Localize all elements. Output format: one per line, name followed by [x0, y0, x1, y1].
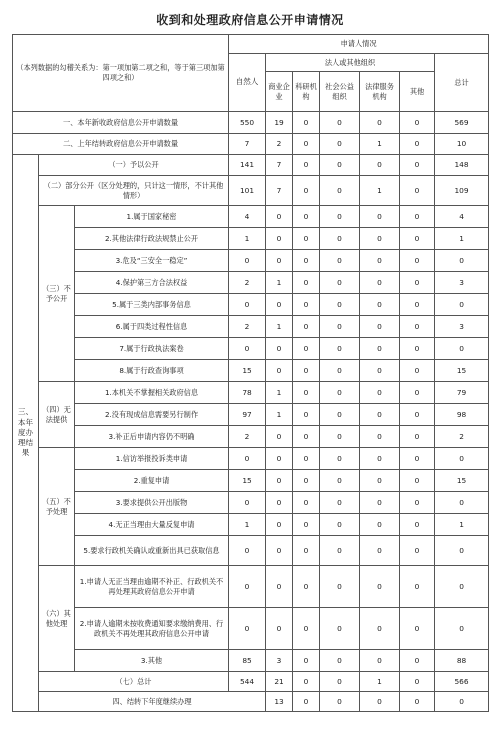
- table-row: [13, 134, 489, 155]
- value-natural-person: 0: [229, 536, 266, 566]
- value-other: 0: [400, 426, 435, 448]
- table-row: [13, 176, 489, 206]
- value-other: 0: [435, 692, 489, 712]
- value-total: 0: [435, 338, 489, 360]
- header-applicant: 申请人情况: [229, 35, 489, 54]
- value-other: 0: [400, 382, 435, 404]
- value-public-welfare: 0: [320, 176, 360, 206]
- value-business: 0: [266, 566, 293, 608]
- header-col-legal-service: 法律服务机构: [360, 72, 400, 112]
- value-natural-person: 101: [229, 176, 266, 206]
- value-legal-service: 0: [360, 470, 400, 492]
- value-research: 0: [293, 250, 320, 272]
- value-research: 0: [293, 426, 320, 448]
- value-natural-person: 0: [229, 338, 266, 360]
- value-natural-person: 141: [229, 155, 266, 176]
- table-row: [13, 382, 489, 404]
- value-total: 566: [435, 672, 489, 692]
- table-row: [13, 566, 489, 608]
- value-total: 109: [435, 176, 489, 206]
- value-public-welfare: 0: [320, 492, 360, 514]
- value-business: 0: [293, 692, 320, 712]
- value-natural-person: 1: [229, 514, 266, 536]
- value-legal-service: 0: [360, 448, 400, 470]
- table-row: [13, 250, 489, 272]
- value-research: 0: [293, 650, 320, 672]
- value-business: 0: [266, 426, 293, 448]
- group-3-label: （三）不予公开: [39, 206, 75, 382]
- value-other: 0: [400, 338, 435, 360]
- value-total: 79: [435, 382, 489, 404]
- row-label: 5.属于三类内部事务信息: [75, 294, 229, 316]
- group-6-label: （六）其他处理: [39, 566, 75, 672]
- value-legal-service: 0: [360, 650, 400, 672]
- value-legal-service: 0: [360, 536, 400, 566]
- value-other: 0: [400, 272, 435, 294]
- value-legal-service: 0: [360, 426, 400, 448]
- value-legal-service: 0: [360, 112, 400, 134]
- value-public-welfare: 0: [320, 448, 360, 470]
- table-row: [13, 672, 489, 692]
- value-public-welfare: 0: [320, 134, 360, 155]
- table-row: [13, 492, 489, 514]
- value-natural-person: 544: [229, 672, 266, 692]
- value-other: 0: [400, 672, 435, 692]
- value-research: 0: [293, 404, 320, 426]
- value-public-welfare: 0: [320, 566, 360, 608]
- value-other: 0: [400, 134, 435, 155]
- value-business: 0: [266, 608, 293, 650]
- row-label: （七）总计: [39, 672, 229, 692]
- value-total: 0: [435, 250, 489, 272]
- row-label: 2.其他法律行政法规禁止公开: [75, 228, 229, 250]
- table-row: [13, 514, 489, 536]
- row-label: 一、本年新收政府信息公开申请数量: [13, 112, 229, 134]
- value-business: 0: [266, 206, 293, 228]
- value-research: 0: [293, 360, 320, 382]
- value-legal-service: 0: [360, 404, 400, 426]
- value-business: 19: [266, 112, 293, 134]
- value-research: 0: [293, 566, 320, 608]
- row-label: （一）予以公开: [39, 155, 229, 176]
- value-other: 0: [400, 650, 435, 672]
- table-row: [13, 294, 489, 316]
- row-label: 二、上年结转政府信息公开申请数量: [13, 134, 229, 155]
- header-org: 法人或其他组织: [266, 54, 435, 72]
- value-other: 0: [400, 470, 435, 492]
- value-business: 1: [266, 316, 293, 338]
- value-research: 0: [293, 672, 320, 692]
- header-col-research: 科研机构: [293, 72, 320, 112]
- value-legal-service: 0: [360, 294, 400, 316]
- value-research: 0: [293, 272, 320, 294]
- value-business: 0: [266, 250, 293, 272]
- value-total: 15: [435, 470, 489, 492]
- value-total: 569: [435, 112, 489, 134]
- value-business: 2: [266, 134, 293, 155]
- value-natural-person: 78: [229, 382, 266, 404]
- value-total: 3: [435, 272, 489, 294]
- value-legal-service: 1: [360, 134, 400, 155]
- table-row: [13, 338, 489, 360]
- value-total: 2: [435, 426, 489, 448]
- value-total: 0: [435, 536, 489, 566]
- value-public-welfare: 0: [320, 426, 360, 448]
- value-other: 0: [400, 155, 435, 176]
- value-total: 0: [435, 294, 489, 316]
- value-public-welfare: 0: [320, 112, 360, 134]
- value-other: 0: [400, 404, 435, 426]
- value-other: 0: [400, 176, 435, 206]
- value-research: 0: [293, 155, 320, 176]
- value-research: 0: [293, 294, 320, 316]
- value-business: 0: [266, 470, 293, 492]
- value-total: 0: [435, 492, 489, 514]
- value-natural-person: 4: [229, 206, 266, 228]
- value-public-welfare: 0: [320, 250, 360, 272]
- value-research: 0: [293, 492, 320, 514]
- value-business: 0: [266, 360, 293, 382]
- table-row: [13, 228, 489, 250]
- table-row: [13, 608, 489, 650]
- value-public-welfare: 0: [320, 650, 360, 672]
- row-label: 2.没有现成信息需要另行制作: [75, 404, 229, 426]
- group-4-label: （四）无法提供: [39, 382, 75, 448]
- header-note: （本列数据的勾稽关系为：第一项加第二项之和，等于第三项加第四项之和）: [13, 35, 229, 112]
- row-label: （二）部分公开（区分处理的，只计这一情形，不计其他情形）: [39, 176, 229, 206]
- row-label: 5.要求行政机关确认或重新出具已获取信息: [75, 536, 229, 566]
- value-natural-person: 13: [266, 692, 293, 712]
- value-business: 0: [266, 294, 293, 316]
- value-other: 0: [400, 112, 435, 134]
- value-natural-person: 2: [229, 272, 266, 294]
- row-label: 1.信访举报投诉类申请: [75, 448, 229, 470]
- table-row: [13, 316, 489, 338]
- value-other: 0: [400, 514, 435, 536]
- header-col-business: 商业企业: [266, 72, 293, 112]
- value-total: 10: [435, 134, 489, 155]
- value-research: 0: [320, 692, 360, 712]
- value-natural-person: 0: [229, 608, 266, 650]
- row-label: 1.属于国家秘密: [75, 206, 229, 228]
- row-label: 1.本机关不掌握相关政府信息: [75, 382, 229, 404]
- value-total: 98: [435, 404, 489, 426]
- value-business: 21: [266, 672, 293, 692]
- value-business: 0: [266, 338, 293, 360]
- value-other: 0: [400, 360, 435, 382]
- group-5-label: （五）不予处理: [39, 448, 75, 566]
- table-row: [13, 448, 489, 470]
- value-other: 0: [400, 448, 435, 470]
- value-business: 0: [266, 228, 293, 250]
- value-public-welfare: 0: [320, 536, 360, 566]
- row-label: 2.申请人逾期未按收费通知要求缴纳费用、行政机关不再处理其政府信息公开申请: [75, 608, 229, 650]
- value-business: 1: [266, 272, 293, 294]
- value-business: 7: [266, 176, 293, 206]
- header-col-other: 其他: [400, 72, 435, 112]
- value-public-welfare: 0: [360, 692, 400, 712]
- value-total: 0: [435, 566, 489, 608]
- row-label: 8.属于行政查询事项: [75, 360, 229, 382]
- value-natural-person: 7: [229, 134, 266, 155]
- value-legal-service: 1: [360, 176, 400, 206]
- value-research: 0: [293, 206, 320, 228]
- value-business: 1: [266, 404, 293, 426]
- value-legal-service: 0: [360, 272, 400, 294]
- value-public-welfare: 0: [320, 382, 360, 404]
- row-label: 4.无正当理由大量反复申请: [75, 514, 229, 536]
- value-other: 0: [400, 206, 435, 228]
- value-research: 0: [293, 176, 320, 206]
- table-row: [13, 404, 489, 426]
- value-legal-service: 0: [360, 155, 400, 176]
- value-public-welfare: 0: [320, 360, 360, 382]
- table-row: [13, 470, 489, 492]
- value-other: 0: [400, 536, 435, 566]
- row-label: 3.补正后申请内容仍不明确: [75, 426, 229, 448]
- value-legal-service: 0: [360, 514, 400, 536]
- table-row: [13, 272, 489, 294]
- value-business: 7: [266, 155, 293, 176]
- value-business: 3: [266, 650, 293, 672]
- value-total: 1: [435, 514, 489, 536]
- value-public-welfare: 0: [320, 470, 360, 492]
- value-public-welfare: 0: [320, 272, 360, 294]
- row-label: 3.要求提供公开出版物: [75, 492, 229, 514]
- table-title: 收到和处理政府信息公开申请情况: [156, 13, 344, 27]
- value-research: 0: [293, 536, 320, 566]
- value-research: 0: [293, 228, 320, 250]
- value-total: 148: [435, 155, 489, 176]
- value-other: 0: [400, 492, 435, 514]
- value-natural-person: 0: [229, 566, 266, 608]
- value-natural-person: 0: [229, 492, 266, 514]
- table-row: [13, 426, 489, 448]
- value-natural-person: 550: [229, 112, 266, 134]
- value-natural-person: 15: [229, 360, 266, 382]
- value-legal-service: 0: [360, 382, 400, 404]
- row-label: 7.属于行政执法案卷: [75, 338, 229, 360]
- value-natural-person: 0: [229, 294, 266, 316]
- value-public-welfare: 0: [320, 514, 360, 536]
- value-total: 0: [435, 448, 489, 470]
- row-label: 3.其他: [75, 650, 229, 672]
- section-3-label: 三、本年度办理结果: [13, 155, 39, 712]
- header-natural-person: 自然人: [229, 54, 266, 112]
- value-public-welfare: 0: [320, 404, 360, 426]
- row-label: 四、结转下年度继续办理: [39, 692, 266, 712]
- value-total: 3: [435, 316, 489, 338]
- value-business: 0: [266, 514, 293, 536]
- value-other: 0: [400, 294, 435, 316]
- value-legal-service: 0: [360, 492, 400, 514]
- value-legal-service: 0: [360, 316, 400, 338]
- value-public-welfare: 0: [320, 294, 360, 316]
- table-row: [13, 692, 489, 712]
- value-public-welfare: 0: [320, 228, 360, 250]
- table-row: [13, 112, 489, 134]
- value-research: 0: [293, 112, 320, 134]
- value-legal-service: 0: [400, 692, 435, 712]
- table-row: [13, 536, 489, 566]
- value-other: 0: [400, 228, 435, 250]
- value-other: 0: [400, 608, 435, 650]
- table-row: [13, 360, 489, 382]
- value-public-welfare: 0: [320, 155, 360, 176]
- value-business: 1: [266, 382, 293, 404]
- value-natural-person: 85: [229, 650, 266, 672]
- value-research: 0: [293, 134, 320, 155]
- row-label: 1.申请人无正当理由逾期不补正、行政机关不再处理其政府信息公开申请: [75, 566, 229, 608]
- value-legal-service: 0: [360, 338, 400, 360]
- value-research: 0: [293, 316, 320, 338]
- value-natural-person: 97: [229, 404, 266, 426]
- value-natural-person: 2: [229, 316, 266, 338]
- table-row: [13, 206, 489, 228]
- value-legal-service: 0: [360, 228, 400, 250]
- value-research: 0: [293, 382, 320, 404]
- header-total: 总计: [435, 54, 489, 112]
- value-legal-service: 0: [360, 608, 400, 650]
- table-row: [13, 155, 489, 176]
- row-label: 3.危及“三安全一稳定”: [75, 250, 229, 272]
- value-natural-person: 0: [229, 448, 266, 470]
- value-public-welfare: 0: [320, 206, 360, 228]
- value-public-welfare: 0: [320, 608, 360, 650]
- row-label: 2.重复申请: [75, 470, 229, 492]
- value-total: 0: [435, 608, 489, 650]
- value-other: 0: [400, 566, 435, 608]
- value-public-welfare: 0: [320, 338, 360, 360]
- value-total: 15: [435, 360, 489, 382]
- value-business: 0: [266, 536, 293, 566]
- value-legal-service: 1: [360, 672, 400, 692]
- value-natural-person: 15: [229, 470, 266, 492]
- row-label: 6.属于四类过程性信息: [75, 316, 229, 338]
- value-legal-service: 0: [360, 250, 400, 272]
- value-total: 4: [435, 206, 489, 228]
- value-public-welfare: 0: [320, 672, 360, 692]
- header-col-public-welfare: 社会公益组织: [320, 72, 360, 112]
- value-business: 0: [266, 448, 293, 470]
- value-research: 0: [293, 514, 320, 536]
- value-other: 0: [400, 316, 435, 338]
- value-total: 88: [435, 650, 489, 672]
- statistics-table: [12, 34, 489, 712]
- value-legal-service: 0: [360, 360, 400, 382]
- value-research: 0: [293, 470, 320, 492]
- value-legal-service: 0: [360, 206, 400, 228]
- value-research: 0: [293, 338, 320, 360]
- value-natural-person: 1: [229, 228, 266, 250]
- value-research: 0: [293, 448, 320, 470]
- value-other: 0: [400, 250, 435, 272]
- value-natural-person: 2: [229, 426, 266, 448]
- value-business: 0: [266, 492, 293, 514]
- table-row: [13, 650, 489, 672]
- value-natural-person: 0: [229, 250, 266, 272]
- value-research: 0: [293, 608, 320, 650]
- value-total: 1: [435, 228, 489, 250]
- value-legal-service: 0: [360, 566, 400, 608]
- value-public-welfare: 0: [320, 316, 360, 338]
- row-label: 4.保护第三方合法权益: [75, 272, 229, 294]
